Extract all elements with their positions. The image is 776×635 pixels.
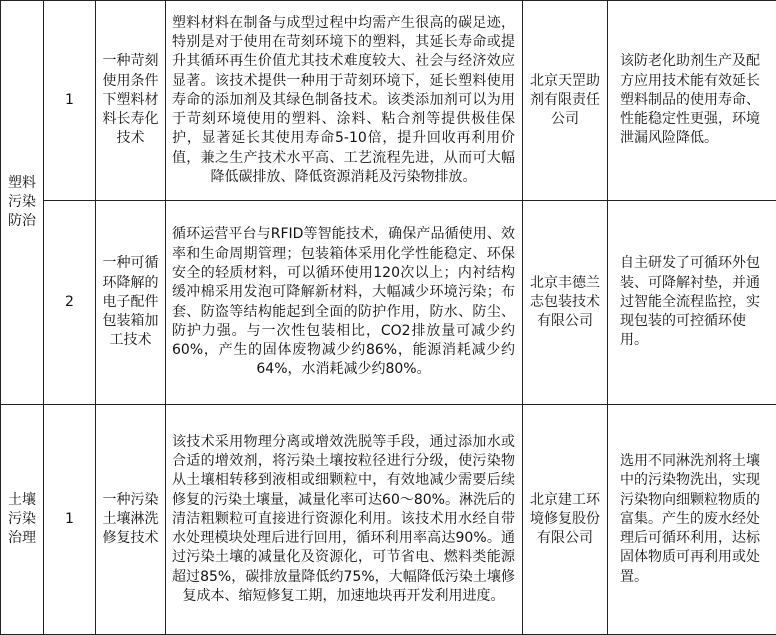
company-cell [523,201,608,405]
row-number-cell [44,405,96,635]
tech-name: 一种可循环降解的电子配件包装箱加工技术 [102,255,159,349]
table-row [1,405,776,635]
effect-cell [608,405,776,635]
row-number-cell [44,1,96,201]
company-name: 北京建工环境修复股份有限公司 [530,491,600,547]
table-row [1,1,776,201]
category-label: 塑料污染防治 [8,174,36,230]
table-row [1,201,776,405]
tech-name-cell [96,1,166,201]
effect-text: 该防老化助剂生产及配方应用技术能有效延长塑料制品的使用寿命、性能稳定性更强，环境泄漏风险降低。 [620,53,760,147]
effect-text: 选用不同淋洗剂将土壤中的污染物洗出，实现污染物向细颗粒物质的富集。产生的废水经处理后可循环利用，达标固体物质可再利用或处置。 [620,452,760,585]
category-cell [1,1,44,405]
row-number-cell [44,201,96,405]
tech-description-cell [166,405,523,635]
category-label: 土壤污染治理 [8,491,36,547]
tech-name-cell [96,405,166,635]
row-number: 1 [65,510,74,527]
tech-name: 一种苛刻使用条件下塑料材料长寿化技术 [102,53,159,147]
tech-description: 塑料材料在制备与成型过程中均需产生很高的碳足迹，特别是对于使用在苛刻环境下的塑料，其延长寿命或提升其循环再生价值尤其技术难度较大、社会与经济效应显著。该技术提供一种用于苛刻环境下，延长塑料使用寿命的添加剂及其绿色制备技术。该类添加剂可以为用于苛刻环境使用的塑料、涂料、粘合剂等提供极佳保护，显著延长其使用寿命5-10倍，提升回收再利用价值，兼之生产技术水平高、工艺流程先进，从而可大幅降低碳排放、降低资源消耗及污染物排放。 [172,14,515,186]
tech-description-cell [166,201,523,405]
tech-name-cell [96,201,166,405]
category-cell [1,405,44,635]
tech-description: 该技术采用物理分离或增效洗脱等手段，通过添加水或合适的增效剂，将污染土壤按粒径进行分级，使污染物从土壤相转移到液相或细颗粒中，有效地减少需要后续修复的污染土壤量，减量化率可达60～80%。淋洗后的清洁粗颗粒可直接进行资源化利用。该技术用水经自带水处理模块处理后进行回用，循环利用率高达90%。通过污染土壤的减量化及资源化，可节省电、燃料类能源超过85%，碳排放量降低约75%，大幅降低污染土壤修复成本、缩短修复工期，加速地块再开发利用进度。 [172,433,515,605]
row-number: 2 [65,293,74,310]
company-name: 北京丰德兰志包装技术有限公司 [530,274,600,330]
company-cell [523,405,608,635]
tech-description-cell [166,1,523,201]
tech-description: 循环运营平台与RFID等智能技术，确保产品循使用、效率和生命周期管理；包装箱体采用化学性能稳定、环保安全的轻质材料，可以循环使用120次以上；内衬结构缓冲棉采用发泡可降解新材料，大幅减少环境污染；布套、防盗等结构能起到全面的防护作用，防水、防尘、防护力强。与一次性包装相比，CO2排放量可减少约60%，产生的固体废物减少约86%，能源消耗减少约64%，水消耗减少约80%。 [172,226,515,378]
row-number: 1 [65,91,74,108]
effect-cell [608,201,776,405]
company-cell [523,1,608,201]
tech-name: 一种污染土壤淋洗修复技术 [102,491,159,547]
company-name: 北京天罡助剂有限责任公司 [530,72,600,128]
effect-cell [608,1,776,201]
effect-text: 自主研发了可循环外包装、可降解衬垫，并通过智能全流程监控，实现包装的可控循环使用。 [620,255,760,349]
